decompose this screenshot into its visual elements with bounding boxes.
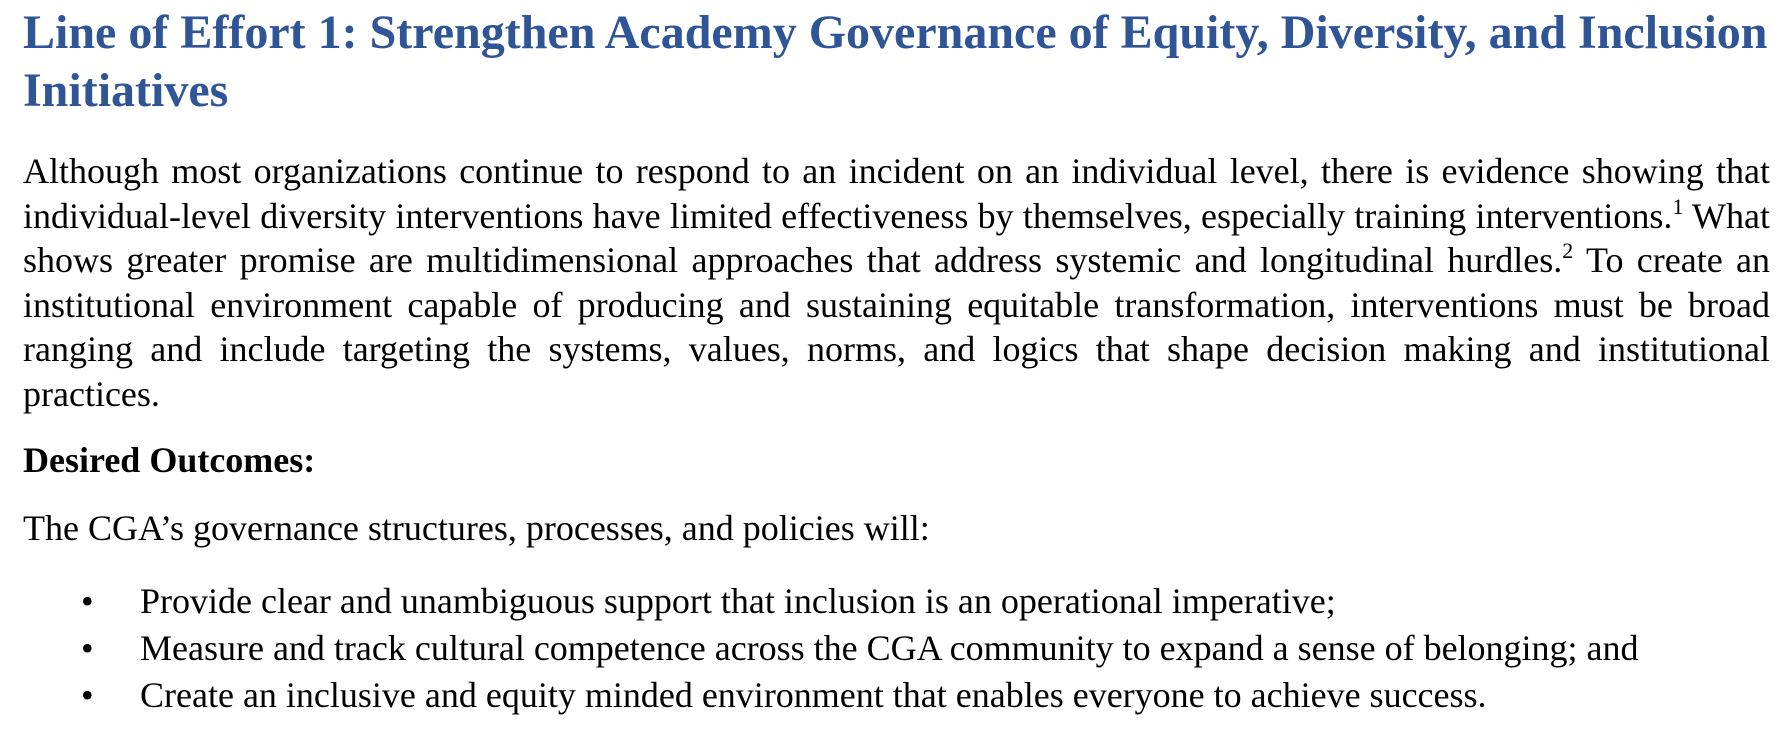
bullet-icon: •: [81, 581, 94, 621]
list-item: [23, 625, 1770, 672]
desired-outcomes-heading: Desired Outcomes:: [23, 440, 316, 480]
bullet-icon: •: [81, 628, 94, 668]
bullet-icon: •: [81, 675, 94, 715]
body-paragraph: [23, 149, 1770, 416]
list-item: [23, 578, 1770, 625]
body-text-part-3: To create an institutional environment capable of producing and sustaining equitable transformation, interventions must be broad ranging and include targeting the systems, values, norms, and logics that shape decision making and institutional practices.: [23, 240, 1770, 414]
outcomes-intro: The CGA’s governance structures, processes, and policies will:: [23, 508, 930, 548]
list-item-text: Provide clear and unambiguous support that inclusion is an operational imperative;: [140, 581, 1336, 621]
section-heading: Line of Effort 1: Strengthen Academy Governance of Equity, Diversity, and Inclusion Initiatives: [23, 6, 1768, 117]
list-item-text: Measure and track cultural competence across the CGA community to expand a sense of belonging; and: [140, 628, 1639, 668]
body-text-part-2: What shows greater promise are multidimensional approaches that address systemic and longitudinal hurdles.: [23, 195, 1770, 280]
list-item-text: Create an inclusive and equity minded environment that enables everyone to achieve success.: [140, 675, 1487, 715]
document-page: [23, 0, 1770, 719]
footnote-ref-1[interactable]: 1: [1672, 193, 1684, 219]
footnote-ref-2[interactable]: 2: [1562, 238, 1574, 263]
list-item: [23, 672, 1770, 719]
outcomes-list: [23, 578, 1770, 719]
body-text-part-1: Although most organizations continue to respond to an incident on an individual level, there is evidence showing that individual-level diversity interventions have limited effectiveness by themselves, especially training interventions.: [23, 151, 1770, 236]
